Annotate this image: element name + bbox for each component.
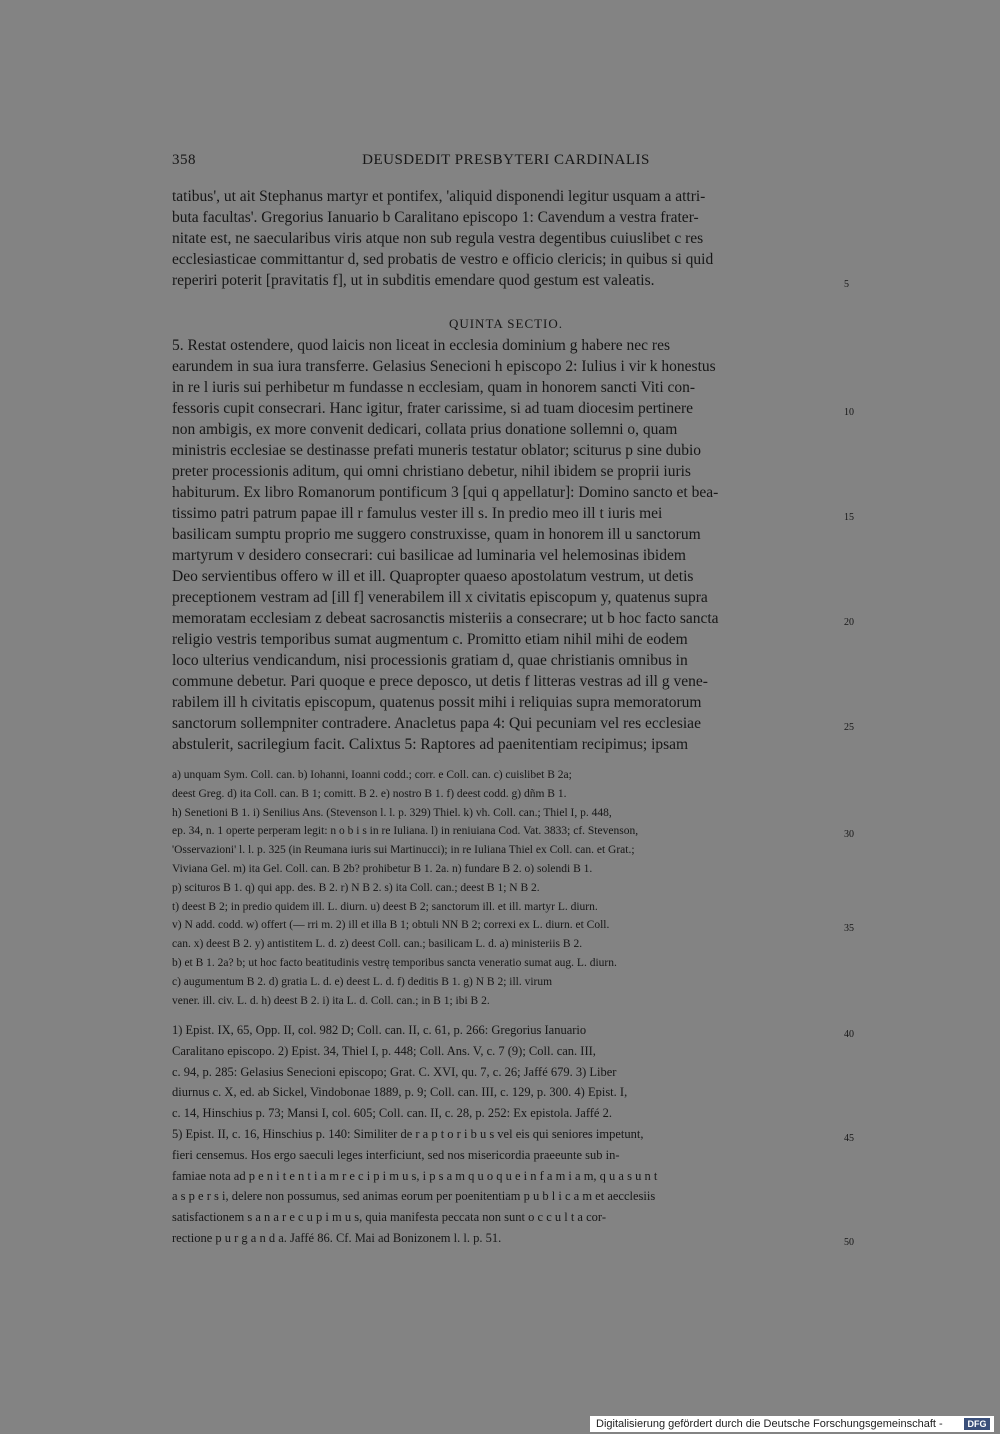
text-line (172, 587, 840, 608)
source-line-text: famiae nota ad p e n i t e n t i a m r e c i p i m u s, i p s a m q u o q u e i n f a m i a m, q u a s u n t (172, 1168, 658, 1183)
running-title: DEUSDEDIT PRESBYTERI CARDINALIS (362, 152, 650, 168)
dfg-logo: DFG (964, 1418, 990, 1430)
source-line-text: satisfactionem s a n a r e c u p i m u s, quia manifesta peccata non sunt o c c u l t a cor- (172, 1210, 606, 1225)
text-line-text: basilicam sumptu proprio me suggero construxisse, quam in honorem ill u sanctorum (172, 526, 701, 543)
text-line (172, 629, 840, 650)
note-line-text: t) deest B 2; in predio quidem ill. L. diurn. u) deest B 2; sanctorum ill. et ill. martyr L. diurn. (172, 900, 598, 913)
source-line (172, 1207, 840, 1228)
note-line (172, 804, 840, 823)
note-line (172, 785, 840, 804)
source-line-text: c. 94, p. 285: Gelasius Senecioni episcopo; Grat. C. XVI, qu. 7, c. 26; Jaffé 679. 3) Liber (172, 1064, 617, 1079)
source-notes (172, 1020, 854, 1249)
text-line-text: nitate est, ne saecularibus viris atque non sub regula vestra degentibus cuiuslibet c res (172, 230, 704, 247)
note-line (172, 916, 854, 935)
text-line (172, 461, 840, 482)
text-line (172, 377, 840, 398)
line-number: 5 (844, 279, 849, 290)
source-line (172, 1166, 840, 1187)
line-number: 35 (844, 923, 854, 935)
note-line-text: deest Greg. d) ita Coll. can. B 1; comitt. B 2. e) nostro B 1. f) deest codd. g) dñm B 1. (172, 787, 567, 800)
note-line-text: h) Senetioni B 1. i) Senilius Ans. (Stevenson l. l. p. 329) Thiel. k) vh. Coll. can.; Thiel I, p. 448, (172, 806, 612, 819)
text-line (172, 335, 840, 356)
text-line-text: reperiri poterit [pravitatis f], ut in subditis emendare quod gestum est valeatis. (172, 272, 655, 289)
note-line (172, 935, 840, 954)
text-line-text: loco ulterius vendicandum, nisi processionis gratiam d, quae christianis omnibus in (172, 652, 688, 669)
note-line (172, 860, 840, 879)
source-line (172, 1062, 840, 1083)
text-line (172, 545, 840, 566)
text-line-text: sanctorum sollempniter contradere. Anacletus papa 4: Qui pecuniam vel res ecclesiae (172, 715, 701, 732)
note-line (172, 766, 840, 785)
note-line-text: vener. ill. civ. L. d. h) deest B 2. i) ita L. d. Coll. can.; in B 1; ibi B 2. (172, 994, 490, 1007)
source-line (172, 1228, 854, 1249)
note-line (172, 954, 840, 973)
text-line (172, 566, 840, 587)
page-header (172, 152, 840, 176)
text-line (172, 249, 840, 270)
footer-text: Digitalisierung gefördert durch die Deutsche Forschungsgemeinschaft - (596, 1418, 943, 1430)
text-line-text: memoratam ecclesiam z debeat sacrosanctis misteriis a consecrare; ut b hoc facto sancta (172, 610, 719, 627)
note-line-text: p) scituros B 1. q) qui app. des. B 2. r) N B 2. s) ita Coll. can.; deest B 1; N B 2. (172, 881, 540, 894)
text-line-text: ministris ecclesiae se destinasse prefati muneris testatur oblator; sciturus p sine dubio (172, 442, 702, 459)
text-line (172, 356, 840, 377)
note-line (172, 992, 840, 1011)
text-line-text: Deo servientibus offero w ill et ill. Quapropter quaeso apostolatum vestrum, ut detis (172, 568, 694, 585)
line-number: 50 (844, 1236, 854, 1248)
line-number: 30 (844, 829, 854, 841)
digitization-footer (590, 1416, 994, 1432)
text-line-text: preter processionis aditum, qui omni christiano debetur, nihil ibidem se proprii iuris (172, 463, 691, 480)
line-number: 40 (844, 1029, 854, 1040)
source-line (172, 1020, 854, 1041)
text-line (172, 671, 840, 692)
source-line-text: Caralitano episcopo. 2) Epist. 34, Thiel I, p. 448; Coll. Ans. V, c. 7 (9); Coll. can. III, (172, 1043, 596, 1058)
text-line (172, 503, 854, 524)
source-line (172, 1145, 840, 1166)
text-line-text: ecclesiasticae committantur d, sed probatis de vestro e officio clericis; in quibus si quid (172, 251, 714, 268)
source-line-text: a s p e r s i, delere non possumus, sed animas eorum per poenitentiam p u b l i c a m et aecclesiis (172, 1189, 656, 1204)
text-line-text: preceptionem vestram ad [ill f] venerabilem ill x civitatis episcopum y, quatenus supra (172, 589, 708, 606)
note-line-text: can. x) deest B 2. y) antistitem L. d. z) deest Coll. can.; basilicam L. d. a) ministeriis B 2. (172, 938, 583, 951)
note-line-text: a) unquam Sym. Coll. can. b) Iohanni, Ioanni codd.; corr. e Coll. can. c) cuislibet B 2a; (172, 769, 572, 781)
text-line-text: habiturum. Ex libro Romanorum pontificum 3 [qui q appellatur]: Domino sancto et bea- (172, 484, 719, 501)
note-line (172, 898, 840, 917)
source-line (172, 1041, 840, 1062)
note-line-text: 'Osservazioni' l. l. p. 325 (in Reumana iuris sui Martinucci); in re Iuliana Thiel ex Coll. can. et Grat.; (172, 844, 635, 857)
source-line-text: c. 14, Hinschius p. 73; Mansi I, col. 605; Coll. can. II, c. 28, p. 252: Ex epistola. Jaffé 2. (172, 1106, 612, 1121)
note-line-text: ep. 34, n. 1 operte perperam legit: n o b i s in re Iuliana. l) in reniuiana Cod. Vat. 3833; cf. Stevenson, (172, 825, 639, 838)
source-line (172, 1124, 854, 1145)
text-line-text: tatibus', ut ait Stephanus martyr et pontifex, 'aliquid disponendi legitur usquam a attri- (172, 188, 706, 205)
text-line (172, 524, 840, 545)
source-line-text: rectione p u r g a n d a. Jaffé 86. Cf. Mai ad Bonizonem l. l. p. 51. (172, 1230, 502, 1245)
note-line (172, 822, 854, 841)
line-number: 25 (844, 722, 854, 733)
text-line-text: non ambigis, ex more convenit dedicari, collata prius donatione sollemni o, quam (172, 421, 678, 438)
text-line-text: earundem in sua iura transferre. Gelasius Senecioni h episcopo 2: Iulius i vir k honestus (172, 358, 716, 375)
source-line-text: fieri censemus. Hos ergo saeculi leges interficiunt, sed nos misericordia praeeunte sub in- (172, 1147, 620, 1162)
line-number: 10 (844, 407, 854, 418)
source-line-text: 1) Epist. IX, 65, Opp. II, col. 982 D; Coll. can. II, c. 61, p. 266: Gregorius Ianuario (172, 1023, 587, 1037)
text-line (172, 608, 854, 629)
page-number: 358 (172, 152, 196, 168)
line-number: 20 (844, 617, 854, 628)
text-line (172, 650, 840, 671)
text-line-text: in re l iuris sui perhibetur m fundasse n ecclesiam, quam in honorem sancti Viti con- (172, 379, 696, 396)
top-paragraph (172, 186, 849, 291)
source-line (172, 1082, 840, 1103)
text-line-text: commune debetur. Pari quoque e prece deposco, ut detis f litteras vestras ad ill g vene- (172, 673, 708, 690)
text-line (172, 440, 840, 461)
note-line-text: c) augumentum B 2. d) gratia L. d. e) deest L. d. f) deditis B 1. g) N B 2; ill. virum (172, 975, 553, 988)
text-line-text: martyrum v desidero consecrari: cui basilicae ad luminaria vel helemosinas ibidem (172, 547, 686, 564)
note-line-text: v) N add. codd. w) offert (— rri m. 2) ill et illa B 1; obtuli NN B 2; correxi ex L. diurn. et Coll. (172, 919, 610, 932)
text-line (172, 228, 840, 249)
note-line (172, 973, 840, 992)
text-line (172, 207, 840, 228)
text-line (172, 734, 840, 755)
source-line-text: diurnus c. X, ed. ab Sickel, Vindobonae 1889, p. 9; Coll. can. III, c. 129, p. 300. 4) Epist. I, (172, 1085, 628, 1100)
text-line-text: 5. Restat ostendere, quod laicis non liceat in ecclesia dominium g habere nec res (172, 337, 670, 354)
note-line (172, 841, 840, 860)
source-line-text: 5) Epist. II, c. 16, Hinschius p. 140: Similiter de r a p t o r i b u s vel eis qui seniores impetunt, (172, 1126, 644, 1141)
text-line-text: buta facultas'. Gregorius Ianuario b Caralitano episcopo 1: Cavendum a vestra frater- (172, 209, 699, 226)
line-number: 15 (844, 512, 854, 523)
text-line-text: religio vestris temporibus sumat augmentum c. Promitto etiam nihil mihi de eodem (172, 631, 688, 648)
note-line-text: b) et B 1. 2a? b; ut hoc facto beatitudinis vestrę temporibus sancta veneratio sumat aug. L. diurn. (172, 956, 617, 969)
text-line-text: tissimo patri patrum papae ill r famulus vester ill s. In predio meo ill t iuris mei (172, 505, 663, 522)
note-line-text: Viviana Gel. m) ita Gel. Coll. can. B 2b? prohibetur B 1. 2a. n) fundare B 2. o) solendi B 1. (172, 862, 593, 875)
main-paragraph (172, 335, 854, 755)
critical-apparatus (172, 766, 854, 1010)
text-line (172, 270, 849, 291)
section-title: QUINTA SECTIO. (448, 316, 564, 331)
text-line (172, 482, 840, 503)
text-line (172, 713, 854, 734)
source-line (172, 1103, 840, 1124)
text-line (172, 692, 840, 713)
text-line (172, 419, 840, 440)
text-line-text: rabilem ill h civitatis episcopum, quatenus possit mihi i reliquias supra memoratorum (172, 694, 702, 711)
text-line (172, 398, 854, 419)
text-line-text: fessoris cupit consecrari. Hanc igitur, frater carissime, si ad tuam diocesim pertinere (172, 400, 694, 417)
note-line (172, 879, 840, 898)
line-number: 45 (844, 1132, 854, 1144)
text-line (172, 186, 840, 207)
source-line (172, 1186, 840, 1207)
text-line-text: abstulerit, sacrilegium facit. Calixtus 5: Raptores ad paenitentiam recipimus; ipsam (172, 736, 689, 753)
